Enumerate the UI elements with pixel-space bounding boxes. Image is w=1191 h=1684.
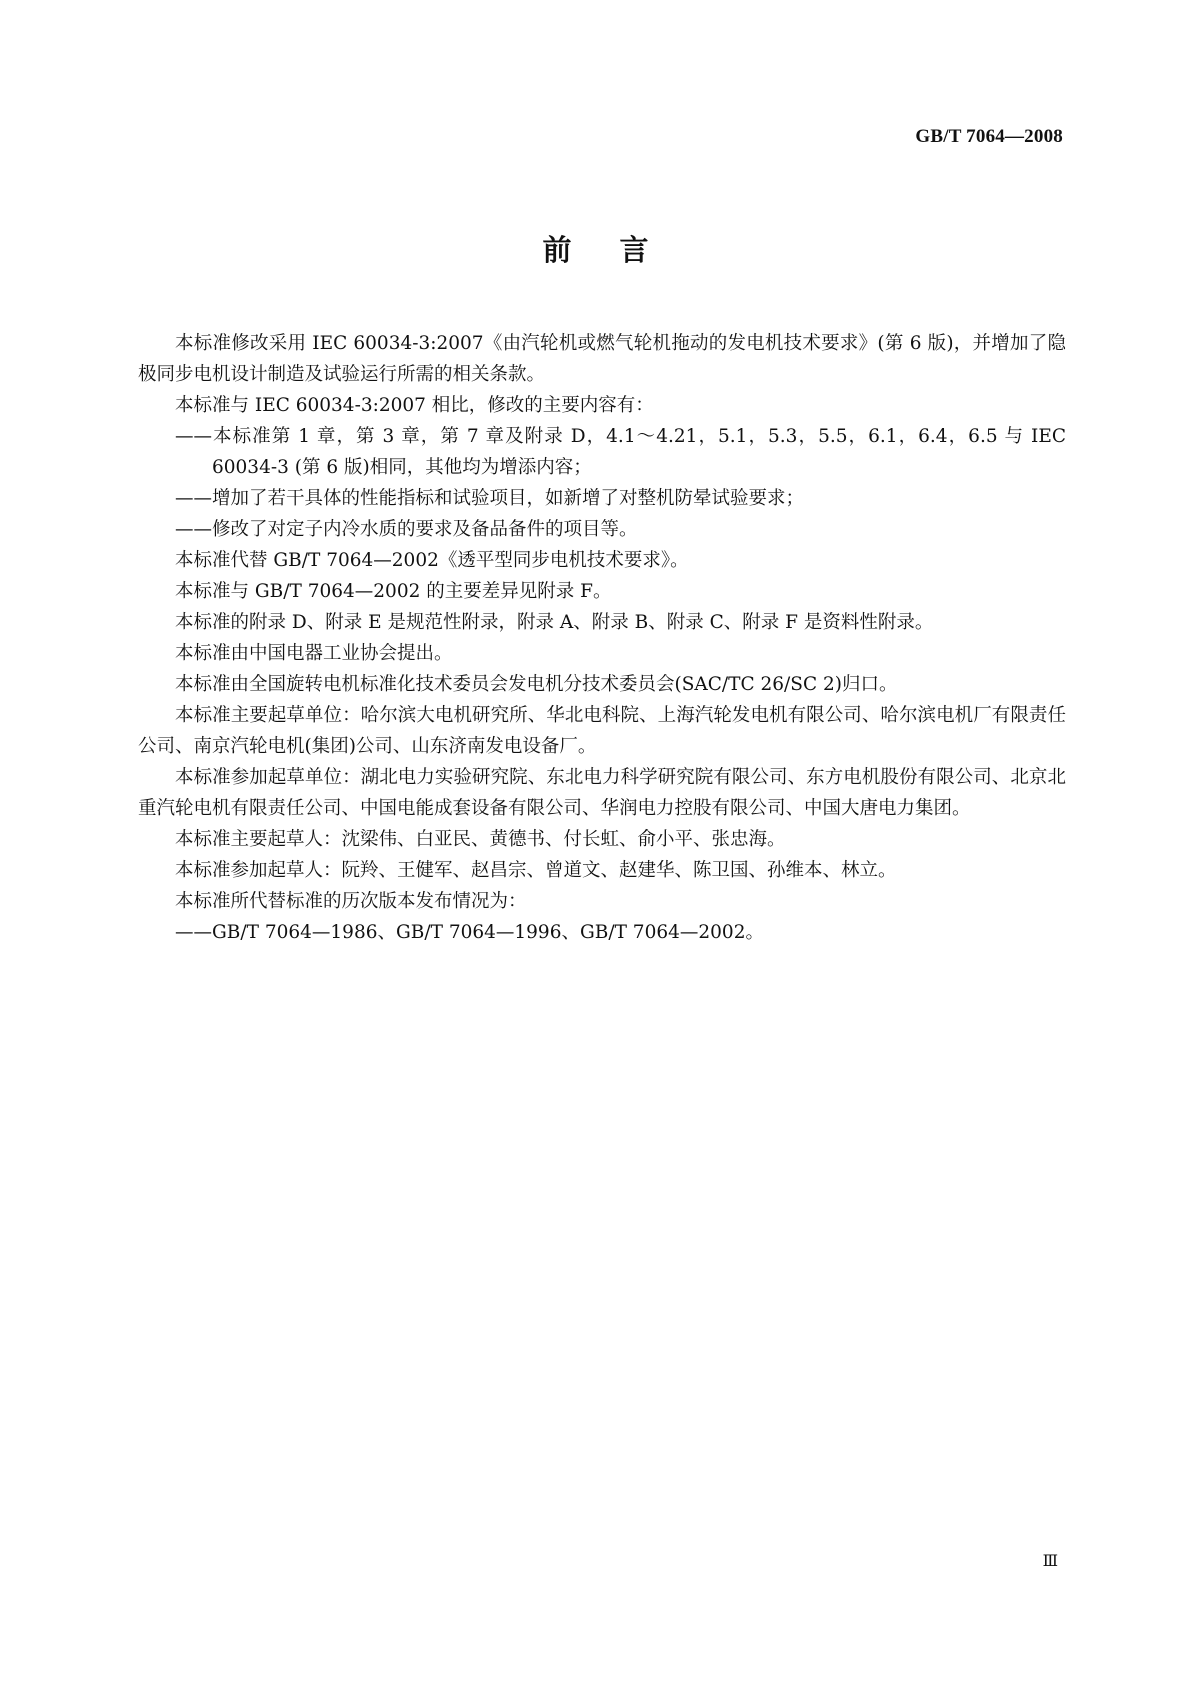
list-item: ——本标准第 1 章，第 3 章，第 7 章及附录 D，4.1～4.21，5.1，5.3，5.5，6.1，6.4，6.5 与 IEC 60034-3 (第 6 版)相同，其他均为增添内容； [175, 426, 1066, 478]
list-item: ——修改了对定子内冷水质的要求及备品备件的项目等。 [175, 519, 638, 540]
page-number: Ⅲ [1042, 1553, 1058, 1570]
list-item: ——GB/T 7064—1986、GB/T 7064—1996、GB/T 7064—2002。 [175, 922, 764, 943]
list-item: ——增加了若干具体的性能指标和试验项目，如新增了对整机防晕试验要求； [175, 488, 805, 509]
foreword-body [138, 328, 1066, 948]
paragraph-replaces: 本标准代替 GB/T 7064—2002《透平型同步电机技术要求》。 [175, 550, 689, 571]
paragraph-centralized-by: 本标准由全国旋转电机标准化技术委员会发电机分技术委员会(SAC/TC 26/SC 2)归口。 [175, 674, 898, 695]
paragraph-annexes: 本标准的附录 D、附录 E 是规范性附录，附录 A、附录 B、附录 C、附录 F 是资料性附录。 [175, 612, 934, 633]
paragraph-participating-units: 本标准参加起草单位：湖北电力实验研究院、东北电力科学研究院有限公司、东方电机股份有限公司、北京北重汽轮电机有限责任公司、中国电能成套设备有限公司、华润电力控股有限公司、中国大唐电力集团。 [138, 767, 1066, 819]
paragraph-proposed-by: 本标准由中国电器工业协会提出。 [175, 643, 453, 664]
paragraph-differences: 本标准与 GB/T 7064—2002 的主要差异见附录 F。 [175, 581, 612, 602]
paragraph-main-drafters: 本标准主要起草人：沈梁伟、白亚民、黄德书、付长虹、俞小平、张忠海。 [175, 829, 786, 850]
paragraph-participating-drafters: 本标准参加起草人：阮羚、王健军、赵昌宗、曾道文、赵建华、陈卫国、孙维本、林立。 [175, 860, 897, 881]
paragraph-main-drafting-units: 本标准主要起草单位：哈尔滨大电机研究所、华北电科院、上海汽轮发电机有限公司、哈尔滨电机厂有限责任公司、南京汽轮电机(集团)公司、山东济南发电设备厂。 [138, 705, 1066, 757]
standard-number: GB/T 7064—2008 [915, 126, 1063, 147]
page-title: 前言 [542, 233, 697, 267]
paragraph-adoption: 本标准修改采用 IEC 60034-3:2007《由汽轮机或燃气轮机拖动的发电机技术要求》(第 6 版)，并增加了隐极同步电机设计制造及试验运行所需的相关条款。 [138, 333, 1066, 385]
paragraph-modifications-intro: 本标准与 IEC 60034-3:2007 相比，修改的主要内容有： [175, 395, 654, 416]
paragraph-previous-editions: 本标准所代替标准的历次版本发布情况为： [175, 891, 527, 912]
